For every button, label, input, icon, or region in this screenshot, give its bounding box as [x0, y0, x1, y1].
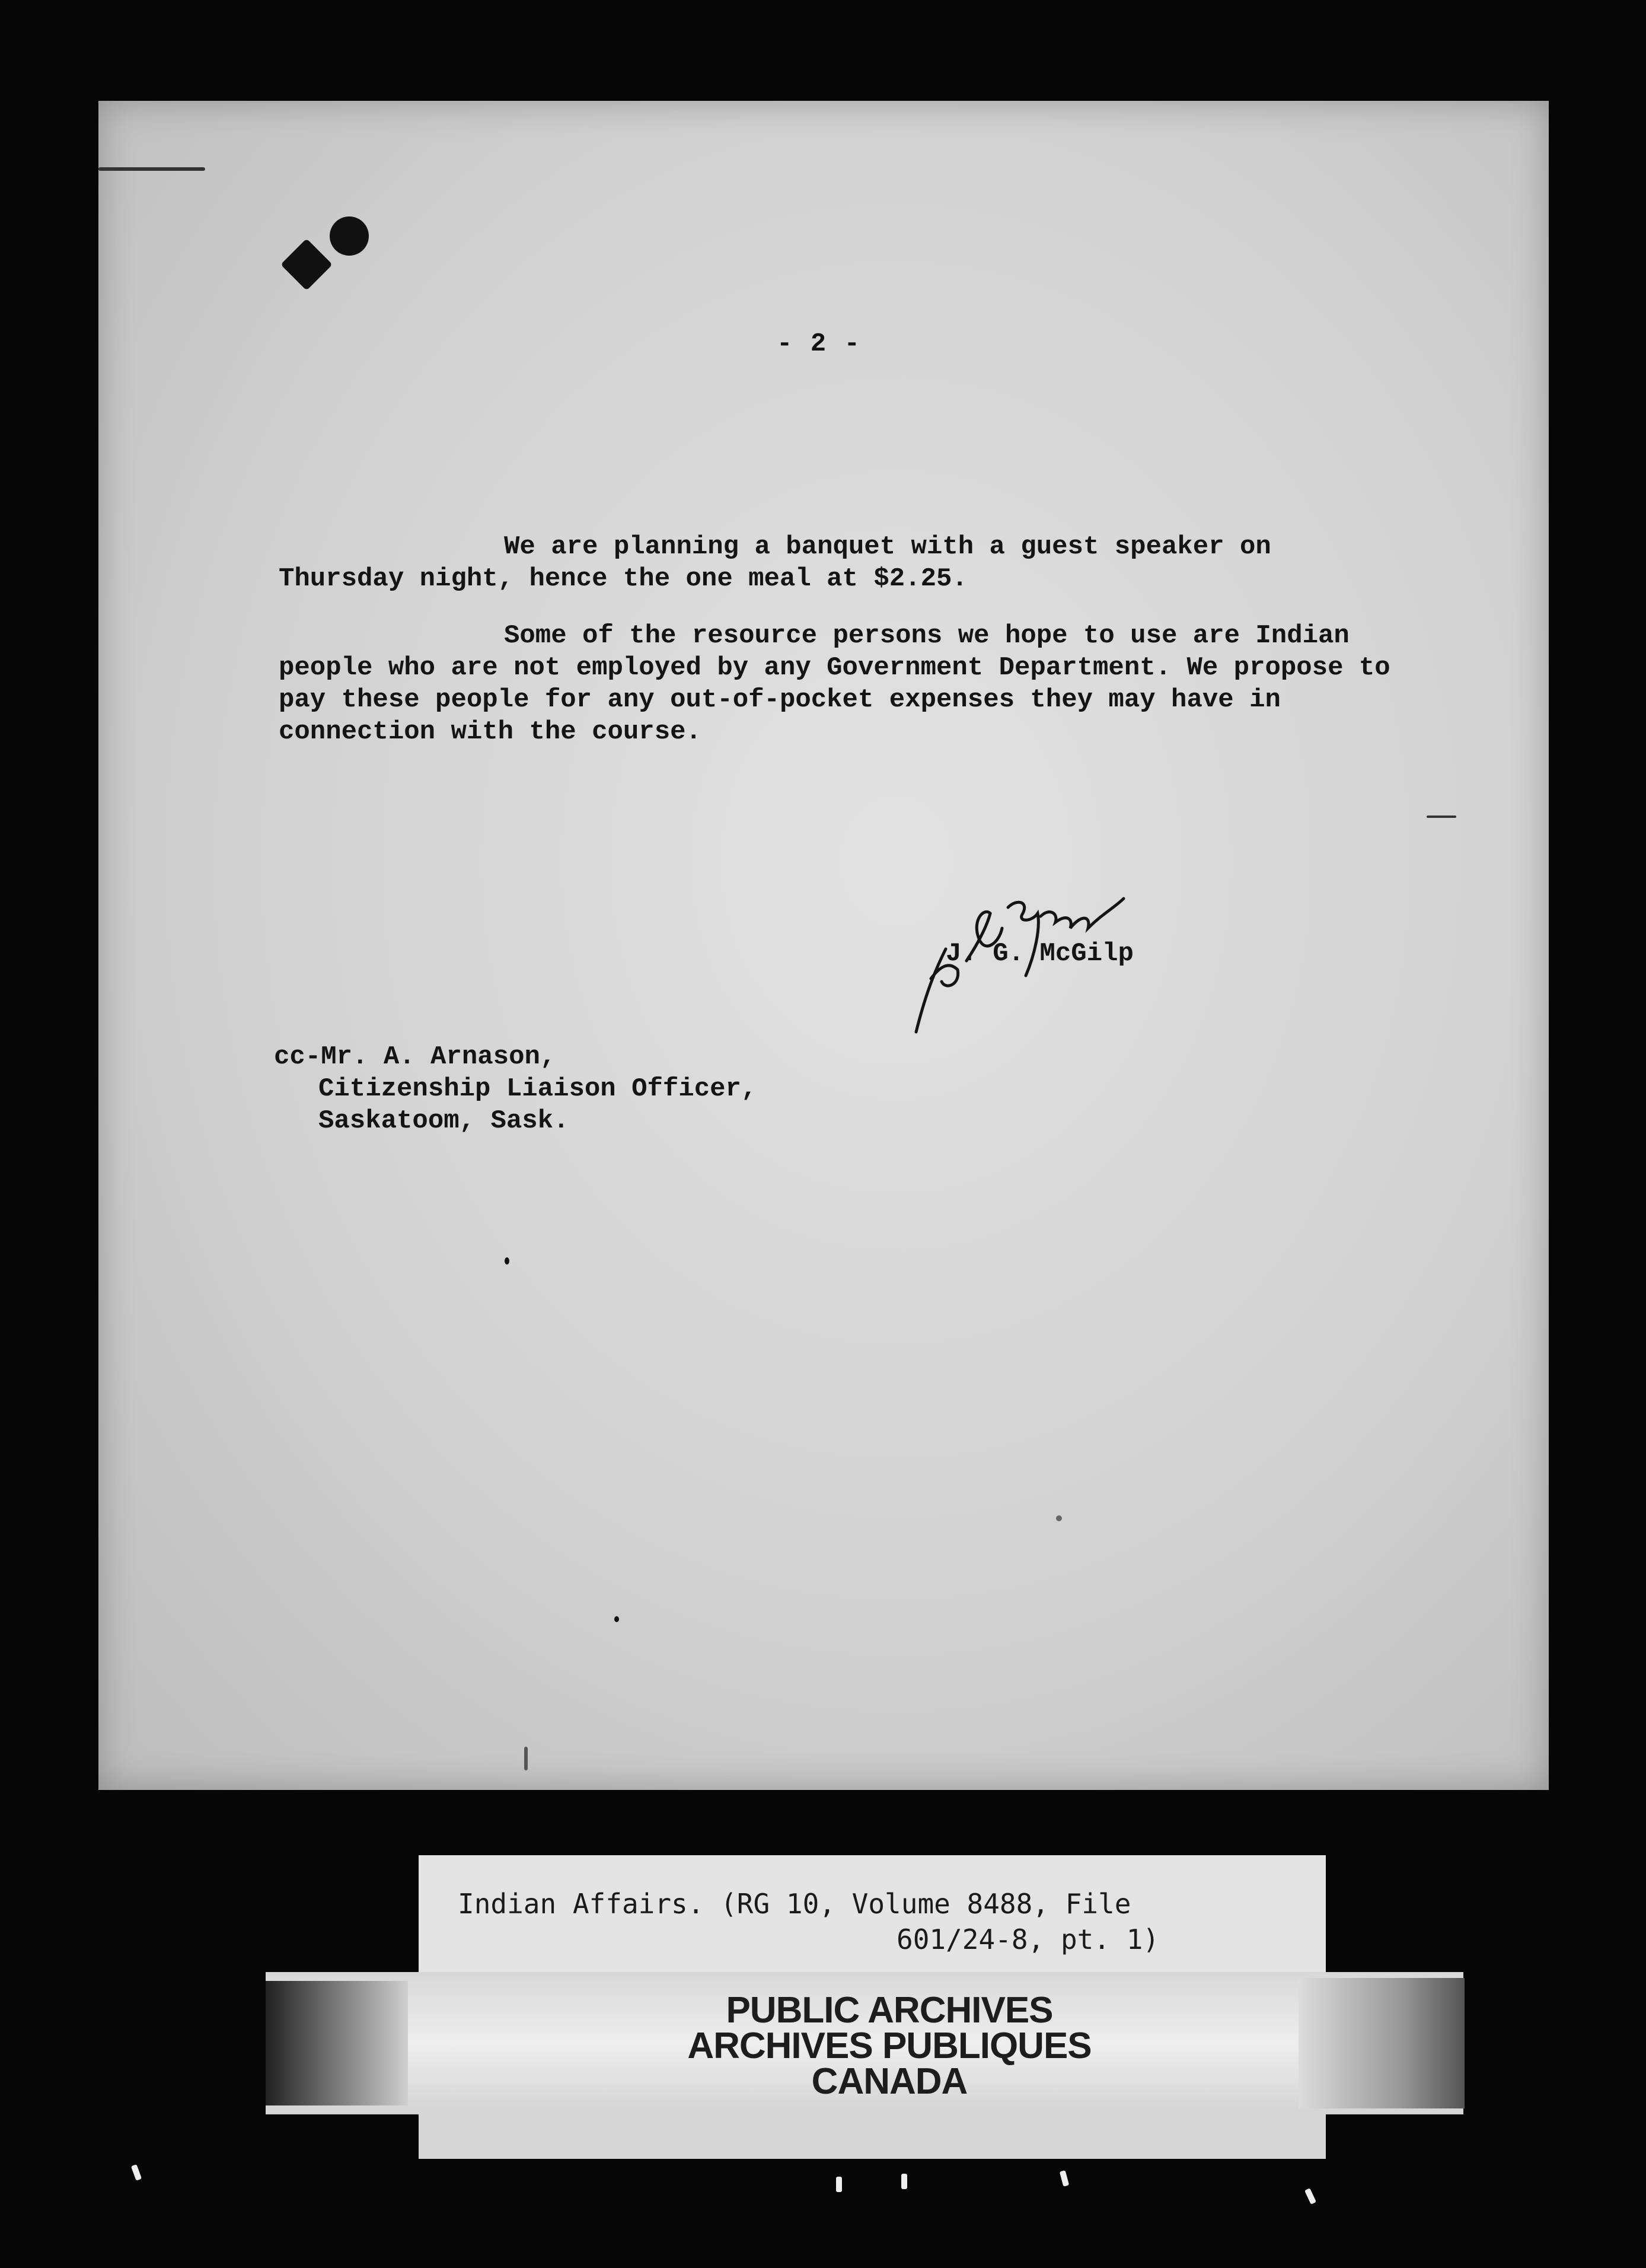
- ink-speck: [524, 1747, 528, 1770]
- ink-speck: [1427, 816, 1456, 818]
- cc-location: Saskatoom, Sask.: [318, 1106, 569, 1136]
- reference-line-2: 601/24-8, pt. 1): [897, 1923, 1160, 1955]
- ink-speck: [98, 167, 205, 171]
- ink-speck: [505, 1257, 509, 1264]
- label-strip-bottom: [419, 2111, 1326, 2159]
- reference-line-1: Indian Affairs. (RG 10, Volume 8488, File: [458, 1888, 1131, 1920]
- film-edge-mark: [836, 2177, 842, 2192]
- stamp-clip-left: [266, 1981, 408, 2105]
- punch-hole-mark: [330, 216, 369, 256]
- reference-text: [458, 1886, 1159, 1957]
- cc-title: Citizenship Liaison Officer,: [318, 1074, 757, 1104]
- archive-stamp: [593, 1990, 1186, 2102]
- stamp-clip-right: [1299, 1978, 1465, 2108]
- punch-hole-mark: [280, 238, 333, 291]
- film-edge-mark: [901, 2174, 907, 2189]
- archive-stamp-line: CANADA: [811, 2061, 968, 2102]
- ink-speck: [1056, 1515, 1062, 1521]
- archive-stamp-line: ARCHIVES PUBLIQUES: [687, 2025, 1092, 2066]
- page-number: - 2 -: [777, 329, 862, 359]
- cc-recipient: cc-Mr. A. Arnason,: [274, 1042, 556, 1072]
- ink-speck: [614, 1616, 619, 1622]
- signer-typed-name: J. G. McGilp: [946, 939, 1134, 969]
- body-paragraph: We are planning a banquet with a guest speaker on Thursday night, hence the one meal at $2.25.: [279, 532, 1271, 594]
- archive-stamp-line: PUBLIC ARCHIVES: [726, 1990, 1053, 2031]
- cc-block: [274, 1041, 757, 1137]
- body-paragraph: Some of the resource persons we hope to use are Indian people who are not employed by any Government Department. We propose to pay these people for any out-of-pocket expenses they may have in connection with the course.: [279, 621, 1390, 747]
